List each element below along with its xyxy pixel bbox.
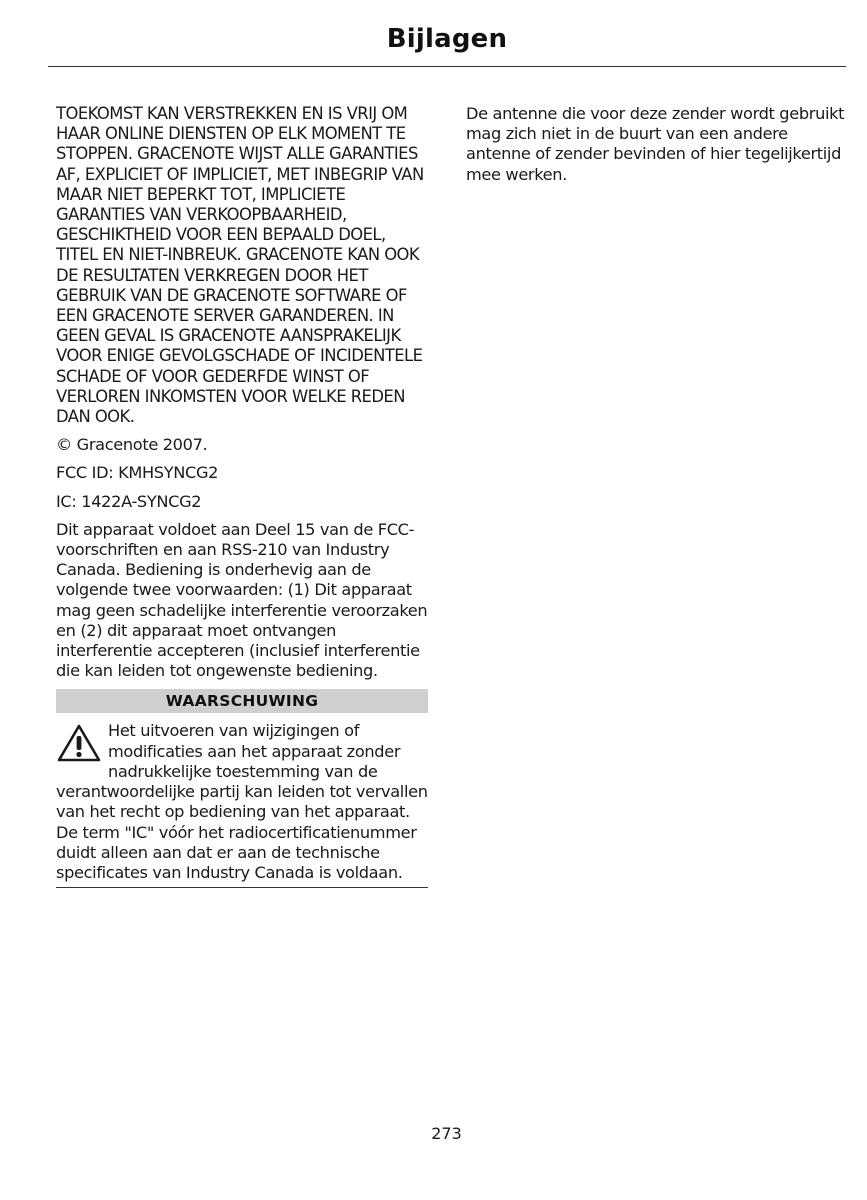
warning-text: Het uitvoeren van wijzigingen of modificaties aan het apparaat zonder nadrukkelijke toestemming van de verantwoordelijke partij kan leiden tot vervallen van het recht op bediening van het apparaat. De term "IC" vóór het radiocertificatienummer duidt alleen aan dat er aan de technische specificates van Industry Canada is voldaan. [56,721,428,882]
antenna-note: De antenne die voor deze zender wordt gebruikt mag zich niet in de buurt van een andere antenne of zender bevinden of hier tegelijkertijd mee werken. [466,104,845,184]
fcc-id: FCC ID: KMHSYNCG2 [56,463,219,483]
warning-title: WAARSCHUWING [56,689,428,713]
ic-id: IC: 1422A-SYNCG2 [56,491,202,511]
gracenote-disclaimer: TOEKOMST KAN VERSTREKKEN EN IS VRIJ OM HAAR ONLINE DIENSTEN OP ELK MOMENT TE STOPPEN. GRACENOTE WIJST ALLE GARANTIES AF, EXPLICIET OF IMPLICIET, MET INBEGRIP VAN MAAR NIET BEPERKT TOT, IMPLICIETE GARANTIES VAN VERKOOPBAARHEID, GESCHIKTHEID VOOR EEN BEPAALD DOEL, TITEL EN NIET-INBREUK. GRACENOTE KAN OOK DE RESULTATEN VERKREGEN DOOR HET GEBRUIK VAN DE GRACENOTE SOFTWARE OF EEN GRACENOTE SERVER GARANDEREN. IN GEEN GEVAL IS GRACENOTE AANSPRAKELIJK VOOR ENIGE GEVOLGSCHADE OF INCIDENTELE SCHADE OF VOOR GEDERFDE WINST OF VERLOREN INKOMSTEN VOOR WELKE REDEN DAN OOK. [56,104,424,427]
page-number: 273 [431,1124,462,1143]
compliance-paragraph: Dit apparaat voldoet aan Deel 15 van de FCC-voorschriften en aan RSS-210 van Industry Canada. Bediening is onderhevig aan de volgende twee voorwaarden: (1) Dit apparaat mag geen schadelijke interferentie veroorzaken en (2) dit apparaat moet ontvangen interferentie accepteren (inclusief interferentie die kan leiden tot ongewenste bediening. [56,519,428,681]
right-column [466,104,846,193]
page-header [48,18,846,67]
page-title: Bijlagen [386,24,508,54]
warning-block [56,689,428,888]
warning-body [56,721,428,883]
left-column [56,104,428,888]
warning-triangle-icon [56,723,102,763]
copyright-line: © Gracenote 2007. [56,435,208,455]
